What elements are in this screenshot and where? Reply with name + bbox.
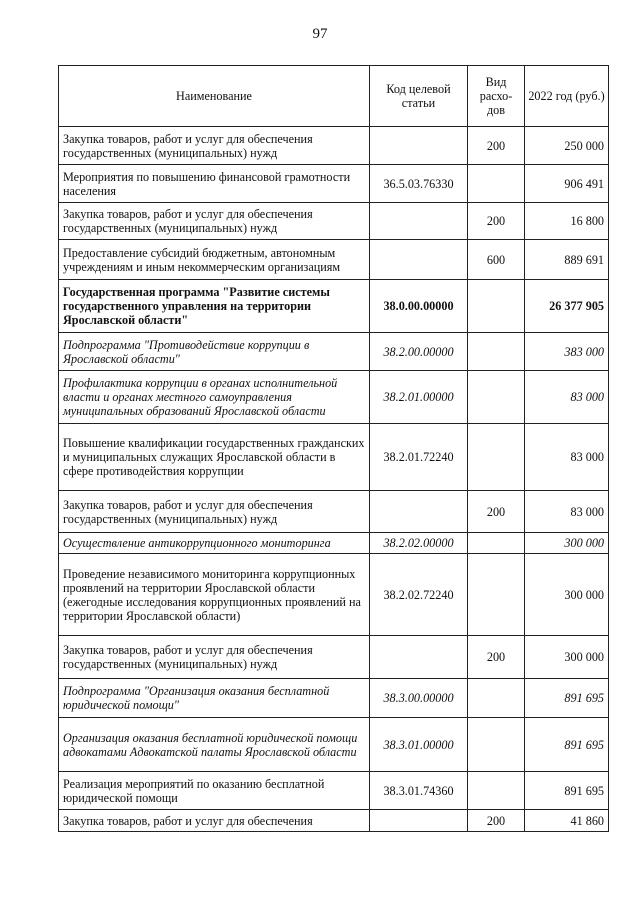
table-row <box>59 491 609 533</box>
table-row <box>59 127 609 165</box>
row-amount: 26 377 905 <box>525 280 609 333</box>
column-header-amount: 2022 год (руб.) <box>525 66 609 127</box>
row-amount: 83 000 <box>525 491 609 533</box>
row-type <box>468 424 525 491</box>
row-code <box>370 491 468 533</box>
row-type: 200 <box>468 810 525 832</box>
row-type <box>468 333 525 371</box>
row-name: Реализация мероприятий по оказанию бесплатной юридической помощи <box>59 772 370 810</box>
row-code: 38.3.01.00000 <box>370 718 468 772</box>
page-number: 97 <box>312 26 328 42</box>
row-type <box>468 718 525 772</box>
row-name: Проведение независимого мониторинга коррупционных проявлений на территории Ярославской области (ежегодные исследования коррупционных проявлений на территории Ярославской области) <box>59 554 370 636</box>
row-name: Профилактика коррупции в органах исполнительной власти и органах местного самоуправления муниципальных образований Ярославской области <box>59 371 370 424</box>
row-name: Закупка товаров, работ и услуг для обеспечения государственных (муниципальных) нужд <box>59 203 370 240</box>
row-amount: 16 800 <box>525 203 609 240</box>
row-code: 38.3.01.74360 <box>370 772 468 810</box>
row-code <box>370 240 468 280</box>
table-row <box>59 772 609 810</box>
row-type: 200 <box>468 203 525 240</box>
column-header-name: Наименование <box>59 66 370 127</box>
table-row <box>59 554 609 636</box>
table-row <box>59 333 609 371</box>
row-code <box>370 203 468 240</box>
row-name: Закупка товаров, работ и услуг для обеспечения государственных (муниципальных) нужд <box>59 636 370 679</box>
row-code: 38.2.00.00000 <box>370 333 468 371</box>
row-name: Подпрограмма "Противодействие коррупции в Ярославской области" <box>59 333 370 371</box>
column-header-type: Вид расхо-дов <box>468 66 525 127</box>
row-type: 200 <box>468 636 525 679</box>
row-type: 200 <box>468 491 525 533</box>
table-row <box>59 203 609 240</box>
row-amount: 891 695 <box>525 718 609 772</box>
row-name: Предоставление субсидий бюджетным, автономным учреждениям и иным некоммерческим организациям <box>59 240 370 280</box>
row-code <box>370 127 468 165</box>
row-type: 600 <box>468 240 525 280</box>
table-row <box>59 280 609 333</box>
row-name: Государственная программа "Развитие системы государственного управления на территории Ярославской области" <box>59 280 370 333</box>
budget-table <box>58 65 609 832</box>
row-type <box>468 371 525 424</box>
row-amount: 250 000 <box>525 127 609 165</box>
row-type <box>468 533 525 554</box>
table-row <box>59 636 609 679</box>
row-name: Повышение квалификации государственных гражданских и муниципальных служащих Ярославской области в сфере противодействия коррупции <box>59 424 370 491</box>
row-amount: 383 000 <box>525 333 609 371</box>
row-name: Закупка товаров, работ и услуг для обеспечения <box>59 810 370 832</box>
row-code <box>370 636 468 679</box>
table-row <box>59 165 609 203</box>
row-type <box>468 554 525 636</box>
row-code: 38.2.01.72240 <box>370 424 468 491</box>
row-amount: 83 000 <box>525 371 609 424</box>
table-row <box>59 810 609 832</box>
row-amount: 41 860 <box>525 810 609 832</box>
row-amount: 300 000 <box>525 533 609 554</box>
row-name: Закупка товаров, работ и услуг для обеспечения государственных (муниципальных) нужд <box>59 127 370 165</box>
row-code: 36.5.03.76330 <box>370 165 468 203</box>
row-code: 38.2.01.00000 <box>370 371 468 424</box>
row-amount: 300 000 <box>525 554 609 636</box>
row-name: Осуществление антикоррупционного мониторинга <box>59 533 370 554</box>
row-amount: 906 491 <box>525 165 609 203</box>
row-type <box>468 679 525 718</box>
table-row <box>59 718 609 772</box>
row-code: 38.2.02.72240 <box>370 554 468 636</box>
row-amount: 83 000 <box>525 424 609 491</box>
row-code: 38.2.02.00000 <box>370 533 468 554</box>
column-header-code: Код целевой статьи <box>370 66 468 127</box>
table-row <box>59 371 609 424</box>
row-name: Организация оказания бесплатной юридической помощи адвокатами Адвокатской палаты Ярославской области <box>59 718 370 772</box>
row-code: 38.0.00.00000 <box>370 280 468 333</box>
row-amount: 889 691 <box>525 240 609 280</box>
row-type <box>468 772 525 810</box>
table-row <box>59 240 609 280</box>
row-name: Мероприятия по повышению финансовой грамотности населения <box>59 165 370 203</box>
row-type: 200 <box>468 127 525 165</box>
row-name: Подпрограмма "Организация оказания бесплатной юридической помощи" <box>59 679 370 718</box>
row-amount: 891 695 <box>525 679 609 718</box>
row-name: Закупка товаров, работ и услуг для обеспечения государственных (муниципальных) нужд <box>59 491 370 533</box>
table-row <box>59 679 609 718</box>
table-header-row <box>59 66 609 127</box>
row-type <box>468 165 525 203</box>
row-code: 38.3.00.00000 <box>370 679 468 718</box>
table-row <box>59 533 609 554</box>
row-code <box>370 810 468 832</box>
table-row <box>59 424 609 491</box>
row-amount: 891 695 <box>525 772 609 810</box>
row-type <box>468 280 525 333</box>
row-amount: 300 000 <box>525 636 609 679</box>
